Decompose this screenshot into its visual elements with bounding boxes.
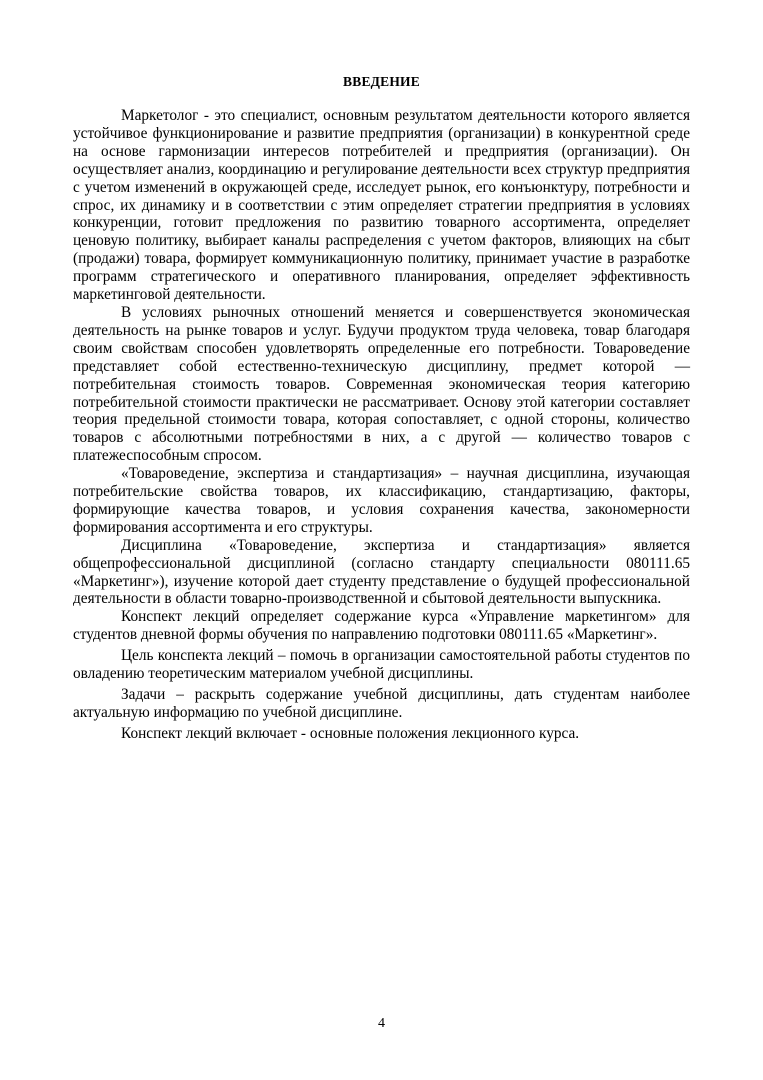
- paragraph-market-relations: В условиях рыночных отношений меняется и совершенствуется экономическая деятельность на рынке товаров и услуг. Будучи продуктом труда человека, товар благодаря своим свойствам способен удовлетворять определенные его потребности. Товароведение представляет собой естественно-техническую дисциплину, предмет которой — потребительная стоимость товаров. Современная экономическая теория категорию потребительной стоимости практически не рассматривает. Основу этой категории составляет теория предельной стоимости товара, которая сопоставляет, с одной стороны, количество товаров с абсолютными потребностями в них, а с другой — количество товаров с платежеспособным спросом.: [73, 303, 690, 465]
- paragraph-discipline-description: «Товароведение, экспертиза и стандартизация» – научная дисциплина, изучающая потребительские свойства товаров, их классификацию, стандартизацию, факторы, формирующие качества товаров, и условия сохранения качества, закономерности формирования ассортимента и его структуры.: [73, 465, 690, 536]
- body-text: [73, 107, 690, 743]
- paragraph-contents: Конспект лекций включает - основные положения лекционного курса.: [121, 724, 580, 742]
- paragraph-course-content: Конспект лекций определяет содержание курса «Управление маркетингом» для студентов дневной формы обучения по направлению подготовки 080111.65 «Маркетинг».: [73, 608, 690, 644]
- section-title: ВВЕДЕНИЕ: [343, 74, 420, 89]
- paragraph-goal: Цель конспекта лекций – помочь в организации самостоятельной работы студентов по овладению теоретическим материалом учебной дисциплины.: [73, 647, 690, 683]
- paragraph-discipline-status: Дисциплина «Товароведение, экспертиза и стандартизация» является общепрофессиональной дисциплиной (согласно стандарту специальности 080111.65 «Маркетинг»), изучение которой дает студенту представление о будущей профессиональной деятельности в области товарно-производственной и сбытовой деятельности выпускника.: [73, 536, 690, 608]
- page-number: 4: [378, 1016, 385, 1031]
- paragraph-tasks: Задачи – раскрыть содержание учебной дисциплины, дать студентам наиболее актуальную информацию по учебной дисциплине.: [73, 686, 690, 721]
- paragraph-marketer-definition: Маркетолог - это специалист, основным результатом деятельности которого является устойчивое функционирование и развитие предприятия (организации) в конкурентной среде на основе гармонизации интересов потребителей и предприятия (организации). Он осуществляет анализ, координацию и регулирование деятельности всех структур предприятия с учетом изменений в окружающей среде, исследует рынок, его конъюнктуру, потребности и спрос, их динамику и в соответствии с этим определяет стратегии предприятия в условиях конкуренции, готовит предложения по развитию товарного ассортимента, определяет ценовую политику, выбирает каналы распределения с учетом факторов, влияющих на сбыт (продажи) товара, формирует коммуникационную политику, принимает участие в разработке программ стратегического и оперативного планирования, определяет эффективность маркетинговой деятельности.: [73, 107, 690, 304]
